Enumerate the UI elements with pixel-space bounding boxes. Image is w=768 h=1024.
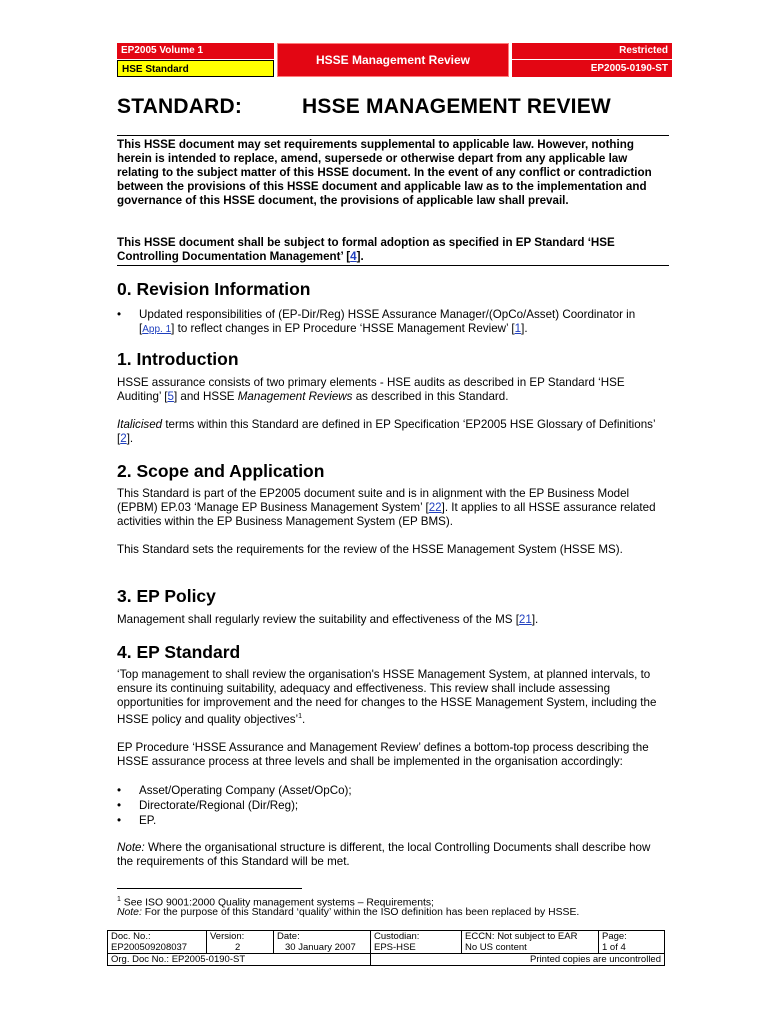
bullet-icon: • xyxy=(117,308,122,321)
section-heading-introduction: 1. Introduction xyxy=(117,349,239,369)
disclaimer-rule xyxy=(117,265,669,266)
reference-link-5[interactable]: 5 xyxy=(167,390,174,403)
footnote-line-2: Note: For the purpose of this Standard ‘quality’ within the ISO definition has been replaced by HSSE. xyxy=(117,907,580,918)
section-heading-policy: 3. EP Policy xyxy=(117,586,216,606)
footnote-rule xyxy=(117,888,302,889)
bullet-icon: • xyxy=(117,814,122,827)
footer-org-doc-cell: Org. Doc No.: EP2005-0190-ST xyxy=(108,954,371,966)
footer-date-cell: Date: 30 January 2007 xyxy=(274,931,371,954)
standard-note: Note: Where the organisational structure is different, the local Controlling Documents shall describe how the requirements of this Standard will be met. xyxy=(117,841,651,868)
footer-printed-cell: Printed copies are uncontrolled xyxy=(371,954,665,966)
title-label: STANDARD: xyxy=(117,95,243,118)
disclaimer-paragraph-1: This HSSE document may set requirements supplemental to applicable law. However, nothing herein is intended to replace, amend, supersede or otherwise depart from any applicable law relating to the subject matter of this HSSE document. In the event of any conflict or contradiction between the provisions of this HSSE document and applicable law as to the implementation and governance of this HSSE document, the provisions of applicable law shall prevail. xyxy=(117,138,652,207)
standard-paragraph-2: EP Procedure ‘HSSE Assurance and Management Review’ defines a bottom-top process describing the HSSE assurance process at three levels and shall be implemented in the organisation accordingly: xyxy=(117,741,649,768)
reference-link-4[interactable]: 4 xyxy=(350,250,357,263)
page-title xyxy=(117,95,677,119)
bullet-icon: • xyxy=(117,784,122,797)
disclaimer-paragraph-2: This HSSE document shall be subject to formal adoption as specified in EP Standard ‘HSE Controlling Documentation Management’ [4]. xyxy=(117,236,615,263)
title-rule xyxy=(117,135,669,136)
scope-paragraph-1: This Standard is part of the EP2005 document suite and is in alignment with the EP Business Model (EPBM) EP.03 ‘Manage EP Business Management System’ [22]. It applies to all HSSE assurance related activities within the EP Business Management System (EP BMS). xyxy=(117,487,656,528)
document-footer-table xyxy=(107,930,665,966)
footnote-marker: 1 xyxy=(298,713,302,720)
reference-link-21[interactable]: 21 xyxy=(518,613,532,626)
header-title: HSSE Management Review xyxy=(277,43,509,77)
section-heading-standard: 4. EP Standard xyxy=(117,642,241,662)
document-header xyxy=(117,43,672,77)
policy-paragraph: Management shall regularly review the suitability and effectiveness of the MS [21]. xyxy=(117,613,539,626)
reference-link-22[interactable]: 22 xyxy=(428,501,442,514)
title-text: HSSE MANAGEMENT REVIEW xyxy=(302,95,611,118)
footer-doc-no-cell: Doc. No.: EP200509208037 xyxy=(108,931,207,954)
doc-code-label: EP2005-0190-ST xyxy=(512,60,672,77)
footer-eccn-cell: ECCN: Not subject to EAR No US content xyxy=(462,931,599,954)
category-label: HSE Standard xyxy=(117,60,274,77)
section-heading-scope: 2. Scope and Application xyxy=(117,461,325,481)
introduction-paragraph-2: Italicised terms within this Standard are defined in EP Specification ‘EP2005 HSE Glossary of Definitions’ [2]. xyxy=(117,418,656,445)
classification-label: Restricted xyxy=(512,43,672,59)
standard-paragraph-1: ‘Top management to shall review the organisation's HSSE Management System, at planned intervals, to ensure its continuing suitability, adequacy and effectiveness. This review shall include assessing opportunities for improvement and the need for changes to the HSSE Management System, including the HSSE policy and quality objectives’$^1$. xyxy=(117,668,657,726)
reference-link-2[interactable]: 2 xyxy=(120,432,127,445)
volume-label: EP2005 Volume 1 xyxy=(117,43,274,59)
reference-link-app1[interactable]: App. 1 xyxy=(142,324,172,335)
introduction-paragraph-1: HSSE assurance consists of two primary elements - HSE audits as described in EP Standard ‘HSE Auditing’ [5] and HSSE Management Reviews as described in this Standard. xyxy=(117,376,625,403)
footnote-line-1: $^1$ See ISO 9001:2000 Quality management systems – Requirements; xyxy=(117,896,434,909)
reference-link-1[interactable]: 1 xyxy=(514,322,522,335)
footer-page-cell: Page: 1 of 4 xyxy=(599,931,665,954)
footer-version-cell: Version: 2 xyxy=(207,931,274,954)
bullet-icon: • xyxy=(117,799,122,812)
footer-custodian-cell: Custodian: EPS-HSE xyxy=(371,931,462,954)
scope-paragraph-2: This Standard sets the requirements for the review of the HSSE Management System (HSSE MS). xyxy=(117,543,623,556)
section-heading-revision: 0. Revision Information xyxy=(117,279,311,299)
